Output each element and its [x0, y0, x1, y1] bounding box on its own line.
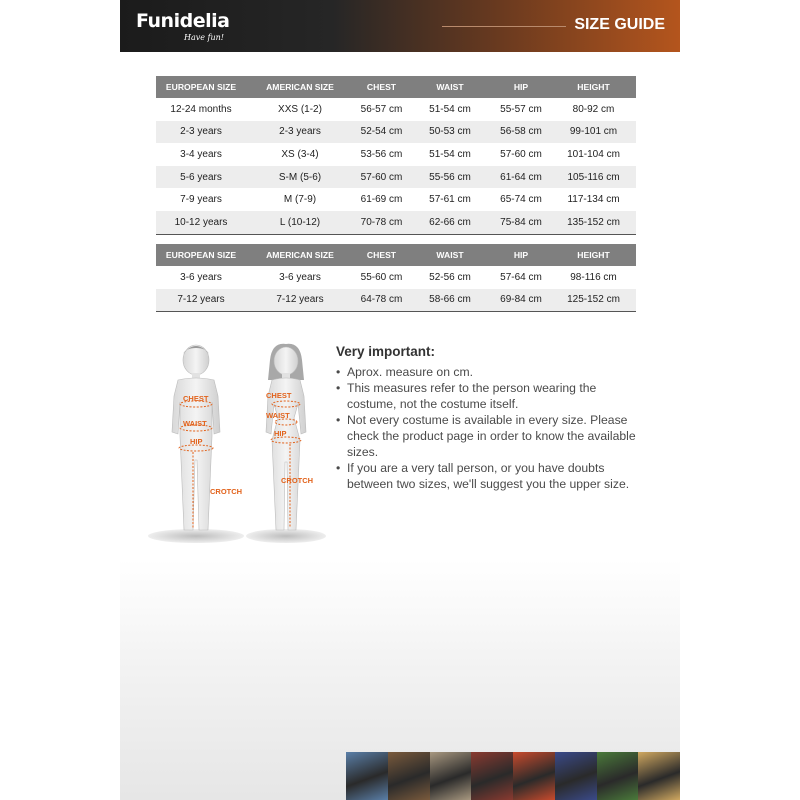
- cell-chest: 61-69 cm: [360, 194, 403, 206]
- costume-photo[interactable]: [388, 752, 430, 800]
- notes-list: [336, 364, 646, 492]
- cell-height: 125-152 cm: [551, 289, 636, 312]
- brand-logo[interactable]: Funidelia: [136, 10, 230, 32]
- boy-label-crotch: CROTCH: [210, 487, 243, 496]
- boy-floor-shadow: [148, 529, 244, 543]
- size-table-main: [156, 76, 636, 235]
- cell-american-size: 2-3 years: [246, 121, 354, 144]
- cell-chest: 64-78 cm: [354, 289, 409, 312]
- cell-american-size: 7-12 years: [246, 289, 354, 312]
- costume-photo[interactable]: [513, 752, 555, 800]
- table-row: [156, 143, 636, 166]
- cell-european-size: 3-6 years: [180, 271, 222, 283]
- cell-european-size: 7-12 years: [156, 289, 246, 312]
- cell-waist: 62-66 cm: [409, 211, 491, 234]
- table-header-row: [156, 76, 636, 98]
- costume-photo[interactable]: [555, 752, 597, 800]
- cell-european-size: 10-12 years: [156, 211, 246, 234]
- list-item: • This measures refer to the person wearing the costume, not the costume itself.: [336, 380, 646, 412]
- table-row: [156, 121, 636, 144]
- boy-label-chest: CHEST: [183, 394, 209, 403]
- cell-european-size: 3-4 years: [180, 148, 222, 160]
- col-chest: CHEST: [354, 76, 409, 98]
- table-row: [156, 289, 636, 312]
- header-bar: [120, 0, 680, 52]
- cell-chest: 55-60 cm: [360, 271, 403, 283]
- list-item: • If you are a very tall person, or you have doubts between two sizes, we'll suggest you the upper size.: [336, 460, 646, 492]
- cell-american-size: M (7-9): [283, 194, 317, 206]
- notes-title: Very important:: [336, 344, 436, 359]
- table-header-row: [156, 244, 636, 266]
- cell-waist: 52-56 cm: [429, 271, 471, 283]
- table-row: [156, 188, 636, 211]
- cell-hip: 57-60 cm: [500, 148, 542, 160]
- costume-photo-strip: [346, 752, 680, 800]
- list-item: • Aprox. measure on cm.: [336, 364, 646, 380]
- table-row: [156, 98, 636, 121]
- costume-photo[interactable]: [471, 752, 513, 800]
- cell-american-size: L (10-12): [246, 211, 354, 234]
- cell-waist: 58-66 cm: [409, 289, 491, 312]
- cell-american-size: XS (3-4): [281, 148, 319, 160]
- col-waist: WAIST: [409, 244, 491, 266]
- cell-waist: 55-56 cm: [409, 166, 491, 189]
- cell-chest: 56-57 cm: [360, 103, 403, 115]
- cell-hip: 75-84 cm: [491, 211, 551, 234]
- cell-hip: 61-64 cm: [491, 166, 551, 189]
- header-divider: [442, 26, 566, 27]
- girl-label-crotch: CROTCH: [281, 476, 314, 485]
- table-row: [156, 266, 636, 289]
- col-american-size: AMERICAN SIZE: [246, 244, 354, 266]
- costume-photo[interactable]: [597, 752, 639, 800]
- brand-tagline: Have fun!: [184, 33, 225, 42]
- cell-hip: 69-84 cm: [491, 289, 551, 312]
- costume-photo[interactable]: [346, 752, 388, 800]
- girl-label-waist: WAIST: [266, 411, 290, 420]
- girl-label-hip: HIP: [274, 429, 287, 438]
- cell-american-size: XXS (1-2): [278, 103, 322, 115]
- col-american-size: AMERICAN SIZE: [246, 76, 354, 98]
- cell-hip: 55-57 cm: [500, 103, 542, 115]
- cell-american-size: S-M (5-6): [246, 166, 354, 189]
- girl-label-chest: CHEST: [266, 391, 292, 400]
- costume-photo[interactable]: [638, 752, 680, 800]
- list-item: • Not every costume is available in every size. Please check the product page in order to know the available sizes.: [336, 412, 646, 460]
- girl-floor-shadow: [246, 529, 326, 543]
- cell-height: 101-104 cm: [567, 148, 620, 160]
- size-table-secondary: [156, 244, 636, 312]
- important-notes: [336, 344, 646, 492]
- col-height: HEIGHT: [551, 76, 636, 98]
- col-waist: WAIST: [409, 76, 491, 98]
- cell-waist: 51-54 cm: [429, 148, 471, 160]
- table-row: [156, 211, 636, 234]
- cell-european-size: 2-3 years: [156, 121, 246, 144]
- table-row: [156, 166, 636, 189]
- col-height: HEIGHT: [551, 244, 636, 266]
- cell-chest: 70-78 cm: [354, 211, 409, 234]
- boy-label-hip: HIP: [190, 437, 203, 446]
- cell-european-size: 5-6 years: [156, 166, 246, 189]
- cell-european-size: 12-24 months: [170, 103, 232, 115]
- page-title: SIZE GUIDE: [574, 16, 665, 33]
- col-european-size: EUROPEAN SIZE: [156, 76, 246, 98]
- col-hip: HIP: [491, 76, 551, 98]
- cell-chest: 57-60 cm: [354, 166, 409, 189]
- col-chest: CHEST: [354, 244, 409, 266]
- cell-chest: 53-56 cm: [360, 148, 403, 160]
- cell-chest: 52-54 cm: [354, 121, 409, 144]
- cell-height: 135-152 cm: [551, 211, 636, 234]
- cell-european-size: 7-9 years: [180, 194, 222, 206]
- cell-height: 80-92 cm: [572, 103, 615, 115]
- cell-hip: 57-64 cm: [500, 271, 542, 283]
- cell-american-size: 3-6 years: [279, 271, 321, 283]
- cell-hip: 56-58 cm: [491, 121, 551, 144]
- cell-waist: 50-53 cm: [409, 121, 491, 144]
- cell-height: 99-101 cm: [551, 121, 636, 144]
- cell-height: 105-116 cm: [551, 166, 636, 189]
- size-guide-page: [120, 0, 680, 800]
- costume-photo[interactable]: [430, 752, 472, 800]
- cell-hip: 65-74 cm: [500, 194, 542, 206]
- measurement-figures: [148, 340, 328, 550]
- cell-waist: 57-61 cm: [429, 194, 471, 206]
- boy-label-waist: WAIST: [183, 419, 207, 428]
- cell-waist: 51-54 cm: [429, 103, 471, 115]
- cell-height: 98-116 cm: [570, 271, 617, 283]
- col-european-size: EUROPEAN SIZE: [156, 244, 246, 266]
- col-hip: HIP: [491, 244, 551, 266]
- cell-height: 117-134 cm: [567, 194, 620, 206]
